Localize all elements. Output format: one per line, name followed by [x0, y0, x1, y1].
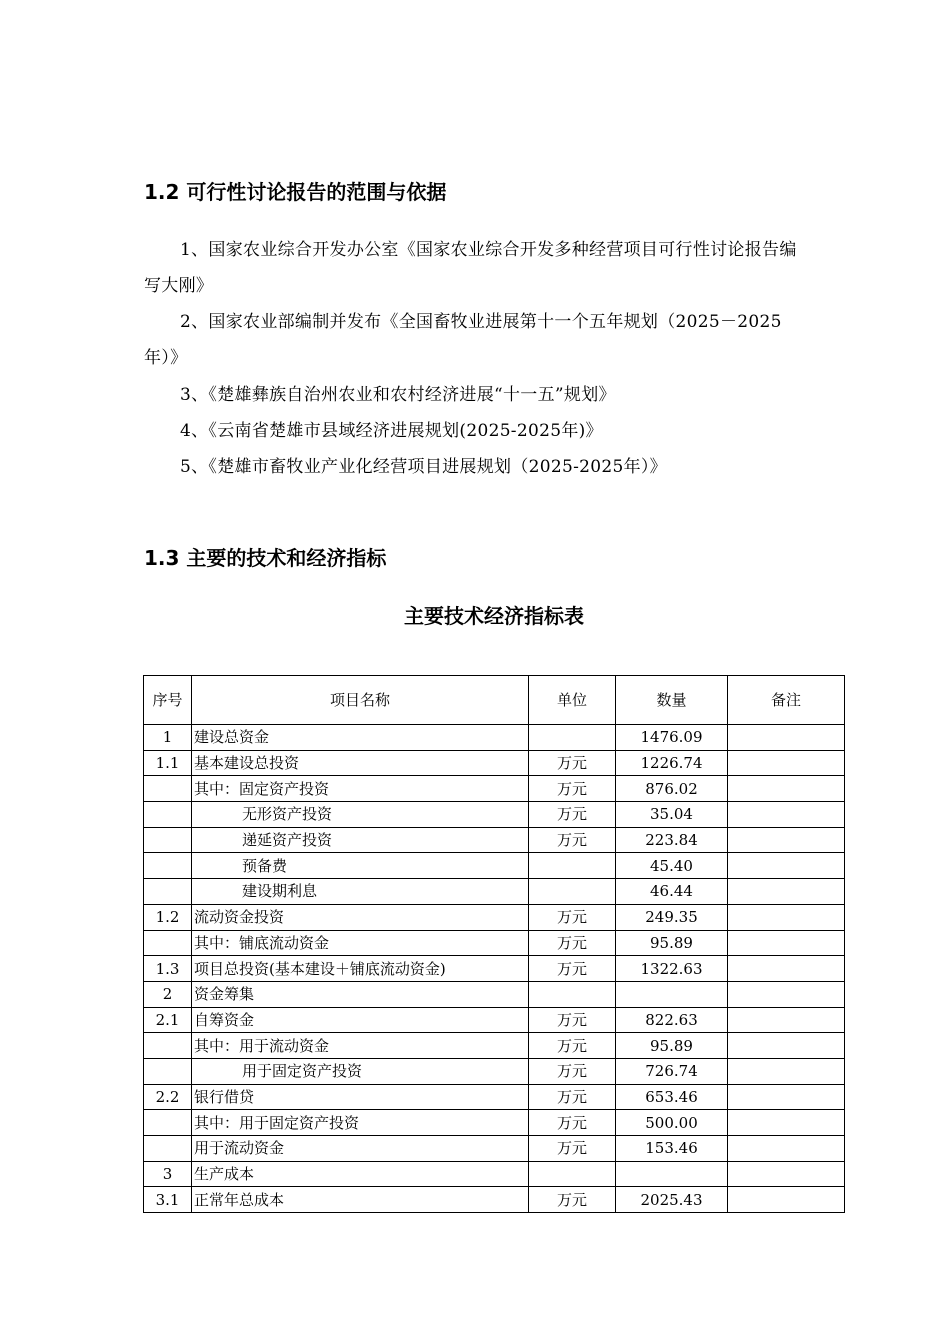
basis-item-1: 1、国家农业综合开发办公室《国家农业综合开发多种经营项目可行性讨论报告编写大刚》: [144, 240, 797, 296]
basis-item-5: 5、《楚雄市畜牧业产业化经营项目进展规划（2025-2025年）》: [180, 457, 667, 477]
cell-qty: 95.89: [616, 930, 728, 956]
table-row: [144, 853, 845, 879]
cell-name: 流动资金投资: [192, 904, 529, 930]
cell-unit: 万元: [529, 827, 616, 853]
table-row: [144, 981, 845, 1007]
table-row: [144, 1187, 845, 1213]
cell-name: 用于流动资金: [192, 1136, 529, 1162]
cell-name: 正常年总成本: [192, 1187, 529, 1213]
basis-item-4: 4、《云南省楚雄市县域经济进展规划(2025-2025年)》: [180, 421, 603, 441]
table-row: [144, 1110, 845, 1136]
cell-name: 基本建设总投资: [192, 750, 529, 776]
cell-note: [728, 750, 845, 776]
cell-qty: 1226.74: [616, 750, 728, 776]
cell-qty: 46.44: [616, 879, 728, 905]
cell-seq: [144, 1110, 192, 1136]
cell-name: 建设期利息: [192, 879, 529, 905]
cell-qty: 2025.43: [616, 1187, 728, 1213]
cell-unit: [529, 853, 616, 879]
cell-seq: [144, 1136, 192, 1162]
cell-name: 其中：用于流动资金: [192, 1033, 529, 1059]
table-title: 主要技术经济指标表: [404, 604, 584, 628]
cell-qty: 1476.09: [616, 725, 728, 751]
cell-note: [728, 725, 845, 751]
table-row: [144, 725, 845, 751]
cell-qty: 500.00: [616, 1110, 728, 1136]
cell-unit: 万元: [529, 1110, 616, 1136]
cell-unit: 万元: [529, 930, 616, 956]
cell-name: 其中：铺底流动资金: [192, 930, 529, 956]
table-row: [144, 1136, 845, 1162]
cell-qty: 95.89: [616, 1033, 728, 1059]
cell-note: [728, 1110, 845, 1136]
table-row: [144, 750, 845, 776]
cell-qty: 822.63: [616, 1007, 728, 1033]
cell-note: [728, 776, 845, 802]
cell-note: [728, 1007, 845, 1033]
cell-qty: 876.02: [616, 776, 728, 802]
header-unit: 单位: [529, 676, 616, 725]
cell-name: 银行借贷: [192, 1084, 529, 1110]
header-seq: 序号: [144, 676, 192, 725]
cell-unit: 万元: [529, 904, 616, 930]
cell-qty: 726.74: [616, 1058, 728, 1084]
cell-qty: 153.46: [616, 1136, 728, 1162]
cell-note: [728, 1058, 845, 1084]
cell-name: 资金筹集: [192, 981, 529, 1007]
cell-seq: [144, 1058, 192, 1084]
cell-name: 自筹资金: [192, 1007, 529, 1033]
cell-unit: 万元: [529, 956, 616, 982]
cell-note: [728, 981, 845, 1007]
cell-note: [728, 1136, 845, 1162]
table-row: [144, 930, 845, 956]
table-row: [144, 1033, 845, 1059]
cell-name: 预备费: [192, 853, 529, 879]
header-qty: 数量: [616, 676, 728, 725]
cell-note: [728, 1187, 845, 1213]
cell-seq: [144, 827, 192, 853]
cell-name: 生产成本: [192, 1161, 529, 1187]
cell-name: 建设总资金: [192, 725, 529, 751]
cell-seq: 1.3: [144, 956, 192, 982]
cell-note: [728, 853, 845, 879]
table-row: [144, 879, 845, 905]
cell-note: [728, 904, 845, 930]
cell-note: [728, 879, 845, 905]
cell-seq: 2: [144, 981, 192, 1007]
cell-unit: 万元: [529, 776, 616, 802]
indicators-table: [143, 675, 845, 1213]
cell-seq: [144, 879, 192, 905]
cell-name: 项目总投资(基本建设＋铺底流动资金): [192, 956, 529, 982]
basis-item-3: 3、《楚雄彝族自治州农业和农村经济进展“十一五”规划》: [180, 385, 616, 405]
cell-qty: 249.35: [616, 904, 728, 930]
cell-qty: 35.04: [616, 802, 728, 828]
cell-note: [728, 1084, 845, 1110]
cell-qty: [616, 981, 728, 1007]
cell-unit: [529, 725, 616, 751]
cell-unit: 万元: [529, 802, 616, 828]
cell-unit: [529, 981, 616, 1007]
header-note: 备注: [728, 676, 845, 725]
cell-name: 递延资产投资: [192, 827, 529, 853]
table-row: [144, 776, 845, 802]
cell-unit: 万元: [529, 1033, 616, 1059]
cell-note: [728, 802, 845, 828]
cell-qty: [616, 1161, 728, 1187]
table-row: [144, 802, 845, 828]
cell-unit: 万元: [529, 1187, 616, 1213]
table-row: [144, 1058, 845, 1084]
cell-seq: 1.2: [144, 904, 192, 930]
cell-unit: 万元: [529, 1136, 616, 1162]
table-row: [144, 1084, 845, 1110]
cell-note: [728, 956, 845, 982]
cell-unit: [529, 1161, 616, 1187]
cell-note: [728, 930, 845, 956]
section-heading-1-2: 1.2 可行性讨论报告的范围与依据: [144, 180, 447, 204]
table-row: [144, 1161, 845, 1187]
cell-seq: [144, 930, 192, 956]
cell-qty: 223.84: [616, 827, 728, 853]
header-name: 项目名称: [192, 676, 529, 725]
cell-seq: [144, 1033, 192, 1059]
cell-unit: 万元: [529, 750, 616, 776]
basis-item-2: 2、国家农业部编制并发布《全国畜牧业进展第十一个五年规划（2025－2025年）》: [144, 312, 782, 368]
cell-qty: 1322.63: [616, 956, 728, 982]
cell-seq: 3: [144, 1161, 192, 1187]
cell-note: [728, 1033, 845, 1059]
table-row: [144, 1007, 845, 1033]
cell-note: [728, 1161, 845, 1187]
section-heading-1-3: 1.3 主要的技术和经济指标: [144, 546, 387, 570]
cell-qty: 45.40: [616, 853, 728, 879]
cell-qty: 653.46: [616, 1084, 728, 1110]
table-header-row: [144, 676, 845, 725]
cell-name: 其中：用于固定资产投资: [192, 1110, 529, 1136]
cell-unit: 万元: [529, 1058, 616, 1084]
cell-unit: 万元: [529, 1007, 616, 1033]
table-row: [144, 827, 845, 853]
cell-name: 其中：固定资产投资: [192, 776, 529, 802]
cell-note: [728, 827, 845, 853]
cell-name: 无形资产投资: [192, 802, 529, 828]
cell-seq: 1: [144, 725, 192, 751]
cell-seq: [144, 853, 192, 879]
cell-seq: 2.2: [144, 1084, 192, 1110]
table-row: [144, 956, 845, 982]
cell-seq: [144, 776, 192, 802]
cell-seq: [144, 802, 192, 828]
cell-unit: [529, 879, 616, 905]
table-row: [144, 904, 845, 930]
cell-seq: 2.1: [144, 1007, 192, 1033]
cell-unit: 万元: [529, 1084, 616, 1110]
cell-seq: 3.1: [144, 1187, 192, 1213]
cell-name: 用于固定资产投资: [192, 1058, 529, 1084]
cell-seq: 1.1: [144, 750, 192, 776]
